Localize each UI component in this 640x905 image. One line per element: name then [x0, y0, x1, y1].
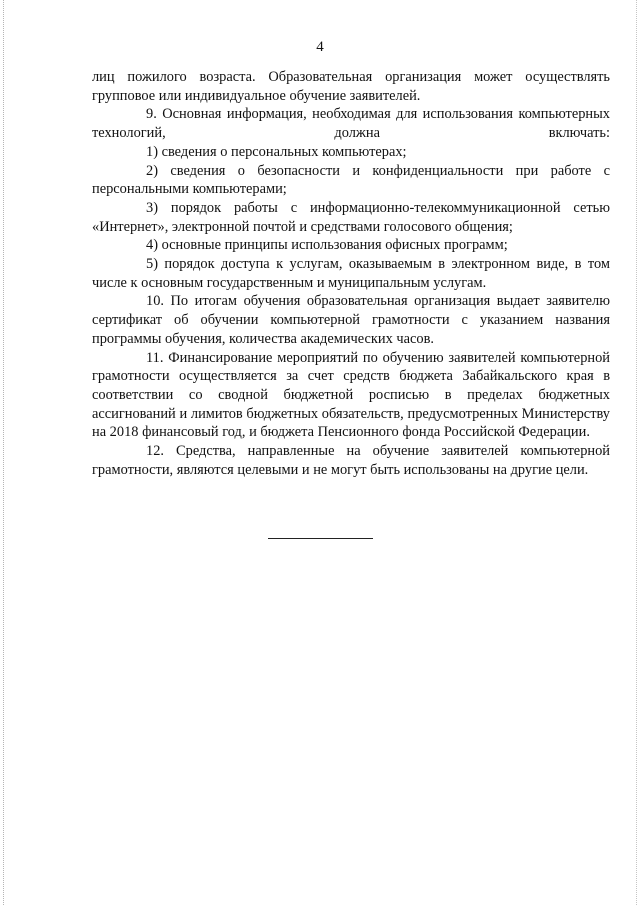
list-item-electronic-services: 5) порядок доступа к услугам, оказываемым в электронном виде, в том числе к основным государственным и муниципальным услугам.: [92, 256, 610, 291]
scan-edge-left: [3, 0, 4, 905]
list-item-internet: 3) порядок работы с информационно-телекоммуникационной сетью «Интернет», электронной почтой и средствами голосового общения;: [92, 199, 610, 235]
page-number: 4: [316, 39, 324, 55]
document-body: [92, 68, 610, 479]
paragraph-item-10: 10. По итогам обучения образовательная организация выдает заявителю сертификат об обучении компьютерной грамотности с указанием названия программы обучения, количества академических часов.: [92, 293, 610, 347]
scan-edge-right: [636, 0, 637, 905]
paragraph-continuation: лиц пожилого возраста. Образовательная организация может осуществлять групповое или индивидуальное обучение заявителей.: [92, 69, 610, 104]
paragraph-item-11: 11. Финансирование мероприятий по обучению заявителей компьютерной грамотности осуществляется за счет средств бюджета Забайкальского края в соответствии со сводной бюджетной росписью в пределах бюджетных ассигнований и лимитов бюджетных обязательств, предусмотренных Министерству на 2018 финансовый год, и бюджета Пенсионного фонда Российской Федерации.: [92, 349, 610, 441]
paragraph-item-12: 12. Средства, направленные на обучение заявителей компьютерной грамотности, являются целевыми и не могут быть использованы на другие цели.: [92, 443, 610, 478]
end-of-document-line: [268, 538, 373, 539]
paragraph-item-9: 9. Основная информация, необходимая для использования компьютерных технологий, должна включать:: [92, 106, 610, 142]
list-item-security: 2) сведения о безопасности и конфиденциальности при работе с персональными компьютерами;: [92, 162, 610, 198]
list-item-personal-computers: 1) сведения о персональных компьютерах;: [146, 143, 407, 160]
list-item-office-programs: 4) основные принципы использования офисных программ;: [146, 237, 508, 254]
